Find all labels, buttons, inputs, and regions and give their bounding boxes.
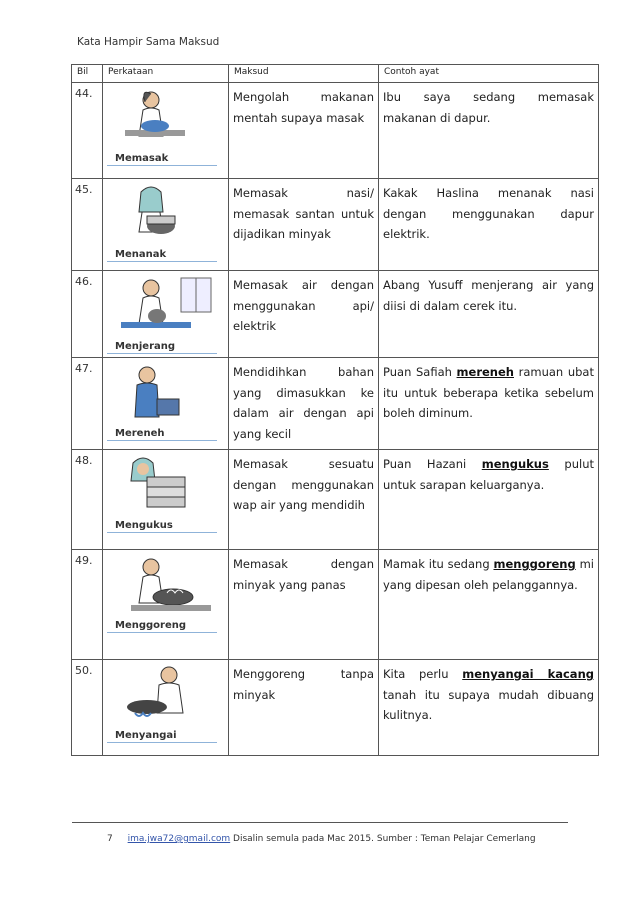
word-cell: [103, 83, 229, 179]
example-text-rest: mi yang dipesan oleh pelanggannya.: [383, 557, 594, 592]
meaning-cell: Mendidihkan bahan yang dimasukkan ke dalam air dengan api yang kecil: [229, 358, 379, 450]
header-example: Contoh ayat: [379, 65, 599, 83]
word-label: Menggoreng: [115, 620, 187, 631]
word-cell: [103, 358, 229, 450]
example-text-rest: pulut untuk sarapan keluarganya.: [383, 457, 594, 492]
table-row: [72, 271, 599, 358]
picture-underline: [107, 532, 217, 533]
picture-underline: [107, 742, 217, 743]
word-cell: [103, 660, 229, 756]
example-text: Puan Safiah: [383, 365, 457, 379]
cooking-illustration-icon: [111, 663, 217, 725]
word-label: Memasak: [115, 153, 169, 164]
word-cell: [103, 550, 229, 660]
header-word: Perkataan: [103, 65, 229, 83]
meaning-cell: Memasak sesuatu dengan menggunakan wap air yang mendidih: [229, 450, 379, 550]
meaning-cell: Menggoreng tanpa minyak: [229, 660, 379, 756]
row-number: 45.: [72, 179, 103, 271]
picture-underline: [107, 632, 217, 633]
meaning-cell: Mengolah makanan mentah supaya masak: [229, 83, 379, 179]
example-cell: [379, 271, 599, 358]
example-text-rest: ramuan ubat itu untuk beberapa ketika sebelum boleh diminum.: [383, 365, 594, 420]
meaning-cell: Memasak dengan minyak yang panas: [229, 550, 379, 660]
example-text: Kita perlu: [383, 667, 463, 681]
word-label: Mengukus: [115, 520, 173, 531]
table-row: [72, 550, 599, 660]
meaning-cell: Memasak nasi/ memasak santan untuk dijadikan minyak: [229, 179, 379, 271]
table-row: [72, 83, 599, 179]
example-text: Puan Hazani: [383, 457, 482, 471]
cooking-illustration-icon: [111, 182, 217, 244]
word-picture: [107, 453, 223, 533]
example-cell: [379, 660, 599, 756]
example-text: Abang Yusuff menjerang air yang diisi di dalam cerek itu.: [383, 278, 594, 313]
header-bil: Bil: [72, 65, 103, 83]
word-label: Menanak: [115, 249, 167, 260]
footer: [107, 834, 536, 844]
example-text: Mamak itu sedang: [383, 557, 494, 571]
example-keyword: mereneh: [456, 365, 514, 379]
cooking-illustration-icon: [111, 86, 217, 148]
word-cell: [103, 271, 229, 358]
row-number: 50.: [72, 660, 103, 756]
row-number: 48.: [72, 450, 103, 550]
footer-email-link[interactable]: ima.jwa72@gmail.com: [127, 834, 231, 844]
picture-underline: [107, 165, 217, 166]
meaning-cell: Memasak air dengan menggunakan api/ elektrik: [229, 271, 379, 358]
example-cell: [379, 83, 599, 179]
cooking-illustration-icon: [111, 274, 217, 336]
picture-underline: [107, 261, 217, 262]
example-text-rest: tanah itu supaya mudah dibuang kulitnya.: [383, 687, 594, 722]
row-number: 44.: [72, 83, 103, 179]
cooking-illustration-icon: [111, 453, 217, 515]
cooking-illustration-icon: [111, 361, 217, 423]
example-keyword: mengukus: [481, 457, 549, 471]
word-label: Mereneh: [115, 428, 165, 439]
picture-underline: [107, 353, 217, 354]
document-title: Kata Hampir Sama Maksud: [77, 36, 220, 48]
cooking-illustration-icon: [111, 553, 217, 615]
example-cell: [379, 179, 599, 271]
row-number: 47.: [72, 358, 103, 450]
footer-rule: [72, 822, 568, 823]
picture-underline: [107, 440, 217, 441]
example-keyword: menyangai kacang: [462, 667, 594, 681]
word-table: [71, 64, 599, 756]
row-number: 46.: [72, 271, 103, 358]
word-cell: [103, 450, 229, 550]
example-cell: [379, 450, 599, 550]
word-picture: [107, 663, 223, 743]
header-meaning: Maksud: [229, 65, 379, 83]
word-picture: [107, 86, 223, 166]
word-picture: [107, 361, 223, 441]
word-picture: [107, 274, 223, 354]
example-cell: [379, 358, 599, 450]
word-label: Menjerang: [115, 341, 176, 352]
table-row: [72, 450, 599, 550]
table-row: [72, 358, 599, 450]
word-picture: [107, 182, 223, 262]
example-cell: [379, 550, 599, 660]
word-label: Menyangai: [115, 730, 177, 741]
footer-note: Disalin semula pada Mac 2015. Sumber : Teman Pelajar Cemerlang: [233, 834, 536, 844]
example-text: Kakak Haslina menanak nasi dengan menggunakan dapur elektrik.: [383, 186, 594, 241]
row-number: 49.: [72, 550, 103, 660]
page-number: 7: [107, 834, 113, 844]
word-cell: [103, 179, 229, 271]
table-row: [72, 179, 599, 271]
word-picture: [107, 553, 223, 633]
example-text: Ibu saya sedang memasak makanan di dapur.: [383, 90, 594, 125]
table-row: [72, 660, 599, 756]
table-header-row: [72, 65, 599, 83]
example-keyword: menggoreng: [493, 557, 576, 571]
